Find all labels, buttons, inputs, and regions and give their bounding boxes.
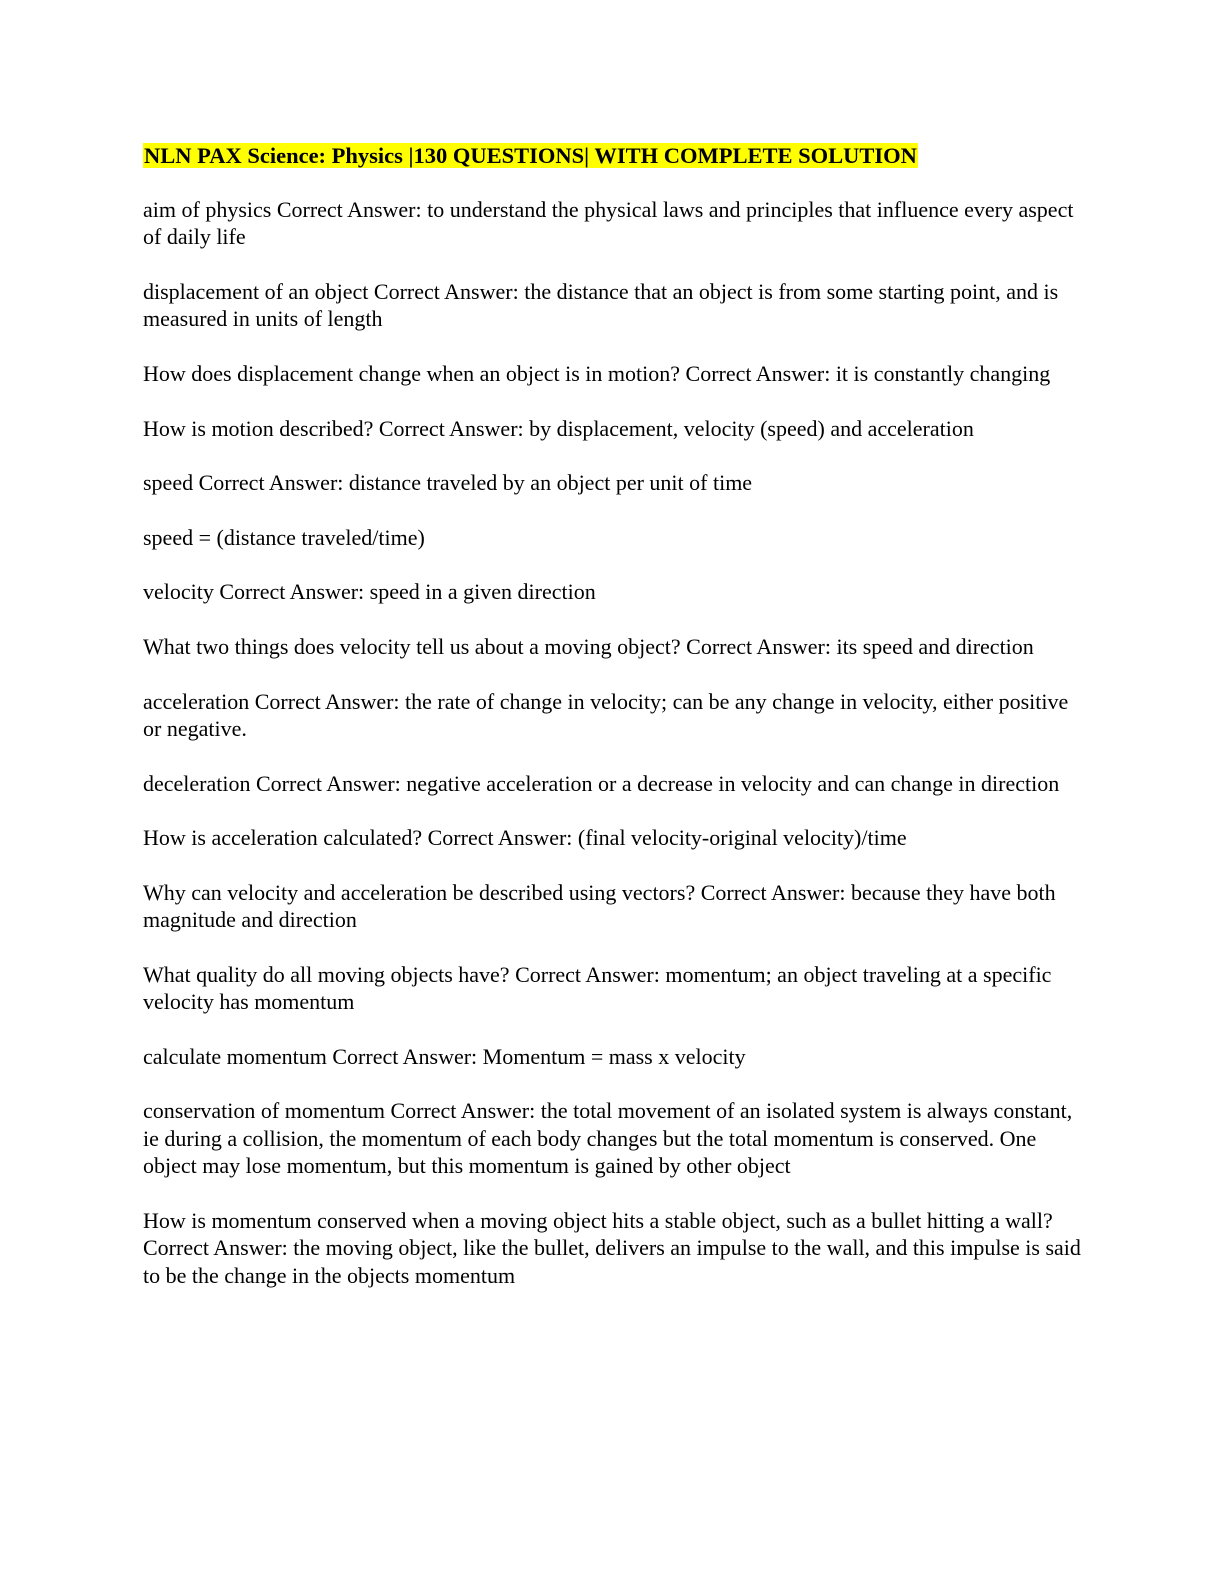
qa-entry: velocity Correct Answer: speed in a given direction xyxy=(143,579,596,605)
qa-entry: speed = (distance traveled/time) xyxy=(143,524,425,550)
qa-entry: aim of physics Correct Answer: to understand the physical laws and principles that influence every aspect of daily life xyxy=(143,197,1074,250)
qa-entry: Why can velocity and acceleration be described using vectors? Correct Answer: because they have both magnitude and direction xyxy=(143,879,1056,933)
qa-entry: deceleration Correct Answer: negative acceleration or a decrease in velocity and can change in direction xyxy=(143,770,1060,796)
qa-list xyxy=(143,196,1083,1289)
qa-entry: speed Correct Answer: distance traveled by an object per unit of time xyxy=(143,470,753,496)
qa-entry: What two things does velocity tell us about a moving object? Correct Answer: its speed and direction xyxy=(143,633,1034,659)
qa-entry: acceleration Correct Answer: the rate of change in velocity; can be any change in velocity, either positive or negative. xyxy=(143,688,1069,741)
qa-entry: How is motion described? Correct Answer: by displacement, velocity (speed) and acceleration xyxy=(143,415,974,441)
qa-entry: conservation of momentum Correct Answer: the total movement of an isolated system is always constant, ie during a collision, the momentum of each body changes but the total momentum is conserved. One object may lose momentum, but this momentum is gained by other object xyxy=(143,1098,1073,1179)
qa-entry: How does displacement change when an object is in motion? Correct Answer: it is constantly changing xyxy=(143,361,1051,386)
qa-entry: calculate momentum Correct Answer: Momentum = mass x velocity xyxy=(143,1043,746,1069)
qa-entry: displacement of an object Correct Answer: the distance that an object is from some starting point, and is measured in units of length xyxy=(143,279,1059,332)
qa-entry: How is acceleration calculated? Correct Answer: (final velocity-original velocity)/time xyxy=(143,825,907,851)
qa-entry: How is momentum conserved when a moving object hits a stable object, such as a bullet hitting a wall? Correct Answer: the moving object, like the bullet, delivers an impulse to the wall, and this impulse is said to be the change in the objects momentum xyxy=(143,1207,1081,1288)
title-highlight: NLN PAX Science: Physics |130 QUESTIONS| WITH COMPLETE SOLUTION xyxy=(144,143,917,168)
document-title xyxy=(143,142,1083,170)
document-page xyxy=(143,142,1083,1316)
qa-entry: What quality do all moving objects have? Correct Answer: momentum; an object traveling at a specific velocity has momentum xyxy=(143,961,1052,1015)
